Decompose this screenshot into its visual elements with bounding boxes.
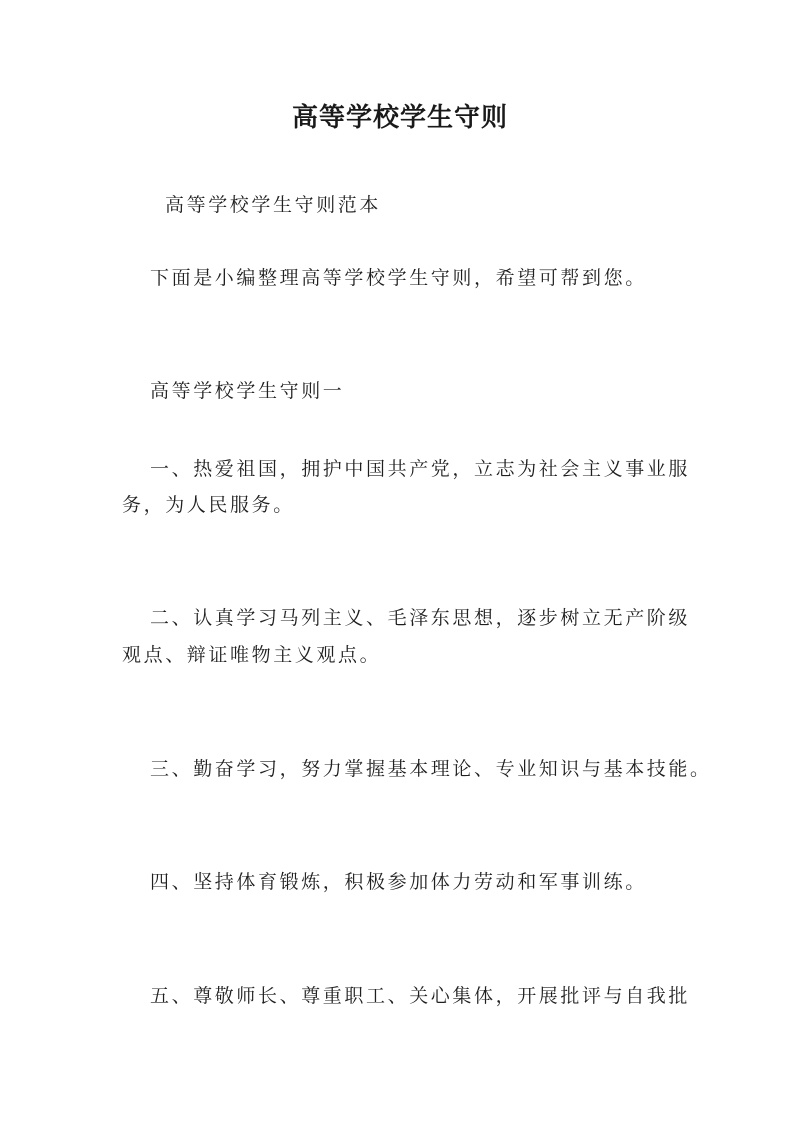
intro-paragraph: 下面是小编整理高等学校学生守则，希望可帮到您。 <box>150 267 647 289</box>
section-heading: 高等学校学生守则一 <box>150 380 345 402</box>
document-subtitle: 高等学校学生守则范本 <box>165 194 382 216</box>
rule-2-line-1: 二、认真学习马列主义、毛泽东思想，逐步树立无产阶级 <box>150 607 691 629</box>
document-title: 高等学校学生守则 <box>291 103 508 133</box>
rule-3-line-1: 三、勤奋学习，努力掌握基本理论、专业知识与基本技能。 <box>150 758 712 780</box>
rule-1-line-2: 务，为人民服务。 <box>122 494 295 516</box>
rule-4-line-1: 四、坚持体育锻炼，积极参加体力劳动和军事训练。 <box>150 871 647 893</box>
rule-5-line-1: 五、尊敬师长、尊重职工、关心集体，开展批评与自我批 <box>150 985 691 1007</box>
rule-2-line-2: 观点、辩证唯物主义观点。 <box>122 644 382 666</box>
rule-1-line-1: 一、热爱祖国，拥护中国共产党，立志为社会主义事业服 <box>150 458 691 480</box>
